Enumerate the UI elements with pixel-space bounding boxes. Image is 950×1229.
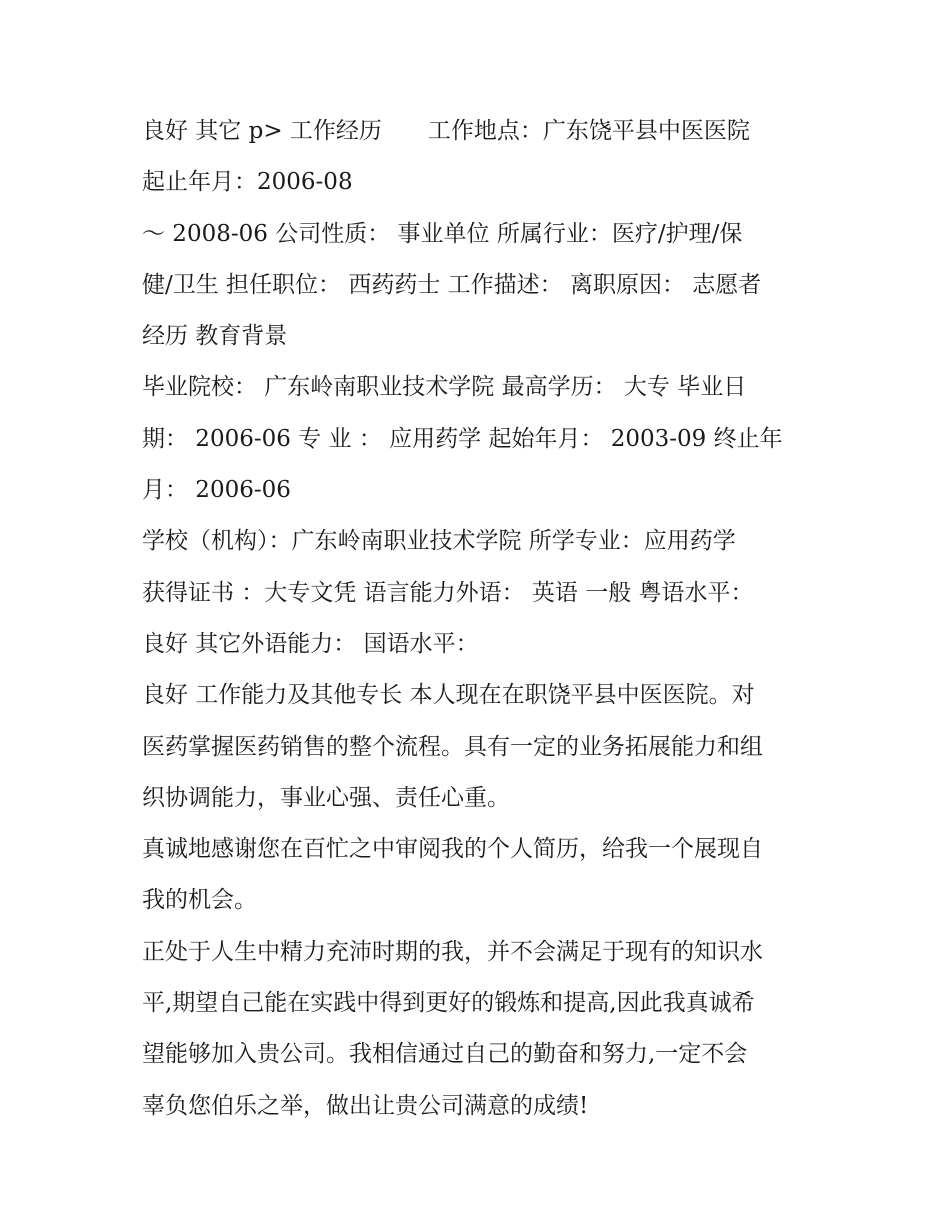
text-line-closing: 正处于人生中精力充沛时期的我，并不会满足于现有的知识水 <box>142 938 763 965</box>
text-line-skills-end: 织协调能力，事业心强、责任心重。 <box>142 784 510 811</box>
text-line-languages: 良好 其它外语能力： 国语水平： <box>142 630 479 657</box>
text-line-work-location: 良好 其它 p> 工作经历 工作地点：广东饶平县中医医院 <box>142 118 750 144</box>
text-line-closing-end: 辜负您伯乐之举，做出让贵公司满意的成绩! <box>142 1092 589 1119</box>
text-line-institution: 学校（机构）：广东岭南职业技术学院 所学专业：应用药学 <box>142 528 736 555</box>
text-line-thanks: 真诚地感谢您在百忙之中审阅我的个人简历，给我一个展现自 <box>142 836 763 863</box>
text-line-major: 期： 2006-06 专 业 ： 应用药学 起始年月： 2003-09 终止年 <box>142 425 783 452</box>
text-line-thanks-end: 我的机会。 <box>142 887 257 914</box>
text-line-skills-cont: 医药掌握医药销售的整个流程。具有一定的业务拓展能力和组 <box>142 733 763 760</box>
text-line-skills: 良好 工作能力及其他专长 本人现在在职饶平县中医医院。对 <box>142 682 755 709</box>
text-line-start-date: 起止年月：2006-08 <box>142 169 353 196</box>
text-line-education-heading: 经历 教育背景 <box>142 323 288 350</box>
text-line-school: 毕业院校： 广东岭南职业技术学院 最高学历： 大专 毕业日 <box>142 374 747 401</box>
text-line-certificate: 获得证书 ：大专文凭 语言能力外语： 英语 一般 粤语水平： <box>142 579 754 606</box>
text-line-end-date: 月： 2006-06 <box>142 477 291 504</box>
text-line-position: 健/卫生 担任职位： 西药药士 工作描述： 离职原因： 志愿者 <box>142 271 762 298</box>
text-line-company-type: ～ 2008-06 公司性质： 事业单位 所属行业：医疗/护理/保 <box>142 220 743 247</box>
text-line-closing-cont: 平,期望自己能在实践中得到更好的锻炼和提高,因此我真诚希 <box>142 990 755 1017</box>
text-line-closing-cont-2: 望能够加入贵公司。我相信通过自己的勤奋和努力,一定不会 <box>142 1041 748 1068</box>
resume-text-body <box>142 106 822 1132</box>
